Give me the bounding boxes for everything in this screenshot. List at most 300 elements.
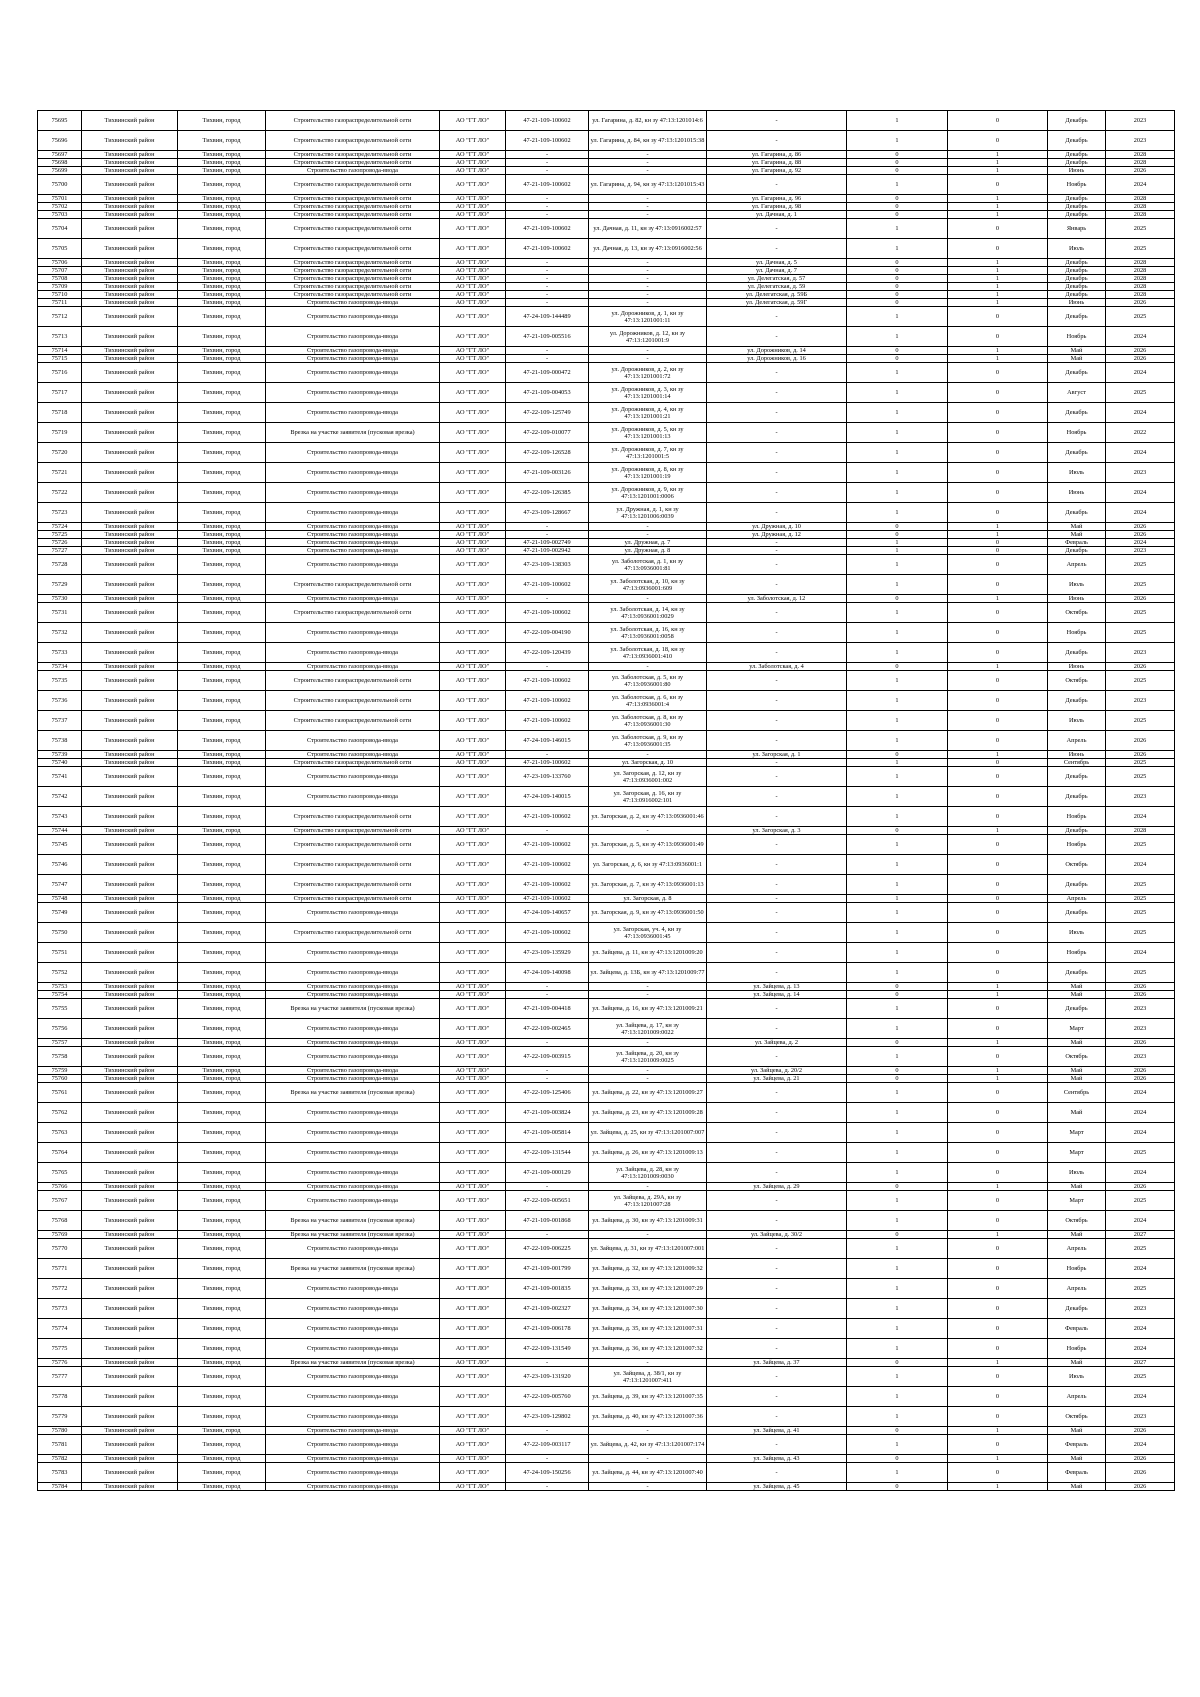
row-number: 75729 — [38, 575, 82, 595]
address-with-cadastral: ул. Зайцева, д. 31, кн зу 47:13:1201007:001 — [589, 1239, 707, 1259]
address: - — [707, 1019, 847, 1039]
contract-number: - — [506, 991, 589, 999]
row-number: 75778 — [38, 1387, 82, 1407]
settlement: Тихвин, город — [178, 603, 266, 623]
count-a: 1 — [847, 923, 948, 943]
address-with-cadastral: ул. Загорская, д. 9, кн зу 47:13:0936001:50 — [589, 903, 707, 923]
row-number: 75782 — [38, 1455, 82, 1463]
year: 2022 — [1106, 423, 1175, 443]
organization: АО "ГТ ЛО" — [440, 131, 506, 151]
address-with-cadastral: ул. Заболотская, д. 16, кн зу 47:13:0936001:0058 — [589, 623, 707, 643]
organization: АО "ГТ ЛО" — [440, 1183, 506, 1191]
month: Декабрь — [1048, 999, 1106, 1019]
month: Октябрь — [1048, 603, 1106, 623]
year: 2024 — [1106, 1387, 1175, 1407]
work-type: Строительство газопровода-ввода — [266, 903, 440, 923]
table-row — [38, 211, 1175, 219]
month: Декабрь — [1048, 963, 1106, 983]
address-with-cadastral: ул. Загорская, д. 10 — [589, 759, 707, 767]
settlement: Тихвин, город — [178, 1231, 266, 1239]
contract-number: 47-21-109-100602 — [506, 807, 589, 827]
year: 2025 — [1106, 923, 1175, 943]
district: Тихвинский район — [82, 787, 178, 807]
work-type: Строительство газораспределительной сети — [266, 267, 440, 275]
contract-number: 47-24-109-150256 — [506, 1463, 589, 1483]
address-with-cadastral: - — [589, 283, 707, 291]
organization: АО "ГТ ЛО" — [440, 835, 506, 855]
contract-number: 47-21-109-005516 — [506, 327, 589, 347]
year: 2026 — [1106, 595, 1175, 603]
month: Февраль — [1048, 539, 1106, 547]
address: - — [707, 1191, 847, 1211]
address: - — [707, 623, 847, 643]
row-number: 75749 — [38, 903, 82, 923]
settlement: Тихвин, город — [178, 1103, 266, 1123]
address-with-cadastral: - — [589, 159, 707, 167]
table-row — [38, 443, 1175, 463]
settlement: Тихвин, город — [178, 175, 266, 195]
settlement: Тихвин, город — [178, 1455, 266, 1463]
organization: АО "ГТ ЛО" — [440, 503, 506, 523]
count-a: 1 — [847, 1339, 948, 1359]
settlement: Тихвин, город — [178, 111, 266, 131]
work-type: Строительство газопровода-ввода — [266, 299, 440, 307]
work-type: Строительство газопровода-ввода — [266, 1463, 440, 1483]
year: 2025 — [1106, 671, 1175, 691]
row-number: 75701 — [38, 195, 82, 203]
settlement: Тихвин, город — [178, 895, 266, 903]
contract-number: 47-22-109-131549 — [506, 1339, 589, 1359]
row-number: 75784 — [38, 1483, 82, 1491]
settlement: Тихвин, город — [178, 1299, 266, 1319]
contract-number: 47-21-109-100602 — [506, 111, 589, 131]
row-number: 75718 — [38, 403, 82, 423]
year: 2027 — [1106, 1359, 1175, 1367]
address: ул. Гагарина, д. 98 — [707, 203, 847, 211]
address-with-cadastral: ул. Зайцева, д. 30, кн зу 47:13:1201009:31 — [589, 1211, 707, 1231]
table-row — [38, 603, 1175, 623]
year: 2025 — [1106, 1239, 1175, 1259]
address: - — [707, 1367, 847, 1387]
table-row — [38, 347, 1175, 355]
address: ул. Зайцева, д. 20/2 — [707, 1067, 847, 1075]
address: - — [707, 175, 847, 195]
organization: АО "ГТ ЛО" — [440, 347, 506, 355]
district: Тихвинский район — [82, 1047, 178, 1067]
year: 2028 — [1106, 203, 1175, 211]
contract-number: - — [506, 595, 589, 603]
settlement: Тихвин, город — [178, 443, 266, 463]
settlement: Тихвин, город — [178, 983, 266, 991]
table-row — [38, 283, 1175, 291]
count-a: 0 — [847, 663, 948, 671]
row-number: 75743 — [38, 807, 82, 827]
organization: АО "ГТ ЛО" — [440, 403, 506, 423]
count-a: 1 — [847, 999, 948, 1019]
organization: АО "ГТ ЛО" — [440, 767, 506, 787]
contract-number: - — [506, 1483, 589, 1491]
settlement: Тихвин, город — [178, 1463, 266, 1483]
row-number: 75722 — [38, 483, 82, 503]
row-number: 75744 — [38, 827, 82, 835]
address-with-cadastral: ул. Зайцева, д. 22, кн зу 47:13:1201009:27 — [589, 1083, 707, 1103]
district: Тихвинский район — [82, 1163, 178, 1183]
count-a: 1 — [847, 603, 948, 623]
organization: АО "ГТ ЛО" — [440, 711, 506, 731]
organization: АО "ГТ ЛО" — [440, 671, 506, 691]
organization: АО "ГТ ЛО" — [440, 443, 506, 463]
count-a: 1 — [847, 807, 948, 827]
district: Тихвинский район — [82, 895, 178, 903]
month: Май — [1048, 1039, 1106, 1047]
row-number: 75720 — [38, 443, 82, 463]
district: Тихвинский район — [82, 111, 178, 131]
settlement: Тихвин, город — [178, 1407, 266, 1427]
table-row — [38, 1339, 1175, 1359]
year: 2028 — [1106, 267, 1175, 275]
address: ул. Дружная, д. 12 — [707, 531, 847, 539]
table-row — [38, 923, 1175, 943]
district: Тихвинский район — [82, 403, 178, 423]
count-a: 0 — [847, 159, 948, 167]
count-b: 0 — [948, 1279, 1048, 1299]
month: Февраль — [1048, 1463, 1106, 1483]
table-row — [38, 1075, 1175, 1083]
contract-number: - — [506, 751, 589, 759]
district: Тихвинский район — [82, 443, 178, 463]
row-number: 75775 — [38, 1339, 82, 1359]
work-type: Строительство газораспределительной сети — [266, 211, 440, 219]
address: - — [707, 1279, 847, 1299]
district: Тихвинский район — [82, 547, 178, 555]
address: ул. Загорская, д. 3 — [707, 827, 847, 835]
row-number: 75734 — [38, 663, 82, 671]
count-b: 0 — [948, 1367, 1048, 1387]
contract-number: - — [506, 827, 589, 835]
contract-number: - — [506, 1039, 589, 1047]
work-type: Строительство газопровода-ввода — [266, 1067, 440, 1075]
work-type: Строительство газопровода-ввода — [266, 1143, 440, 1163]
work-type: Строительство газопровода-ввода — [266, 1299, 440, 1319]
work-type: Строительство газопровода-ввода — [266, 1123, 440, 1143]
count-a: 0 — [847, 751, 948, 759]
count-b: 1 — [948, 595, 1048, 603]
organization: АО "ГТ ЛО" — [440, 1239, 506, 1259]
organization: АО "ГТ ЛО" — [440, 1463, 506, 1483]
month: Январь — [1048, 219, 1106, 239]
district: Тихвинский район — [82, 1359, 178, 1367]
organization: АО "ГТ ЛО" — [440, 759, 506, 767]
address-with-cadastral: - — [589, 991, 707, 999]
row-number: 75736 — [38, 691, 82, 711]
year: 2024 — [1106, 539, 1175, 547]
contract-number: - — [506, 211, 589, 219]
count-b: 1 — [948, 203, 1048, 211]
count-b: 0 — [948, 855, 1048, 875]
organization: АО "ГТ ЛО" — [440, 875, 506, 895]
district: Тихвинский район — [82, 291, 178, 299]
month: Август — [1048, 383, 1106, 403]
contract-number: - — [506, 195, 589, 203]
organization: АО "ГТ ЛО" — [440, 1231, 506, 1239]
year: 2025 — [1106, 383, 1175, 403]
work-type: Строительство газопровода-ввода — [266, 1387, 440, 1407]
year: 2025 — [1106, 1143, 1175, 1163]
count-a: 1 — [847, 131, 948, 151]
address-with-cadastral: - — [589, 1231, 707, 1239]
count-a: 1 — [847, 1279, 948, 1299]
organization: АО "ГТ ЛО" — [440, 895, 506, 903]
count-b: 0 — [948, 539, 1048, 547]
year: 2024 — [1106, 443, 1175, 463]
district: Тихвинский район — [82, 943, 178, 963]
count-b: 0 — [948, 363, 1048, 383]
contract-number: 47-22-109-125406 — [506, 1083, 589, 1103]
district: Тихвинский район — [82, 299, 178, 307]
address: - — [707, 875, 847, 895]
row-number: 75699 — [38, 167, 82, 175]
work-type: Строительство газораспределительной сети — [266, 895, 440, 903]
count-a: 0 — [847, 195, 948, 203]
count-a: 0 — [847, 1075, 948, 1083]
count-a: 1 — [847, 1319, 948, 1339]
count-b: 0 — [948, 219, 1048, 239]
address-with-cadastral: ул. Дорожников, д. 12, кн зу 47:13:1201001:9 — [589, 327, 707, 347]
district: Тихвинский район — [82, 827, 178, 835]
year: 2026 — [1106, 1183, 1175, 1191]
contract-number: 47-23-109-133760 — [506, 767, 589, 787]
year: 2024 — [1106, 1211, 1175, 1231]
district: Тихвинский район — [82, 219, 178, 239]
organization: АО "ГТ ЛО" — [440, 1067, 506, 1075]
year: 2028 — [1106, 827, 1175, 835]
address-with-cadastral: ул. Дружная, д. 8 — [589, 547, 707, 555]
district: Тихвинский район — [82, 363, 178, 383]
address: - — [707, 131, 847, 151]
row-number: 75730 — [38, 595, 82, 603]
organization: АО "ГТ ЛО" — [440, 195, 506, 203]
count-b: 0 — [948, 1239, 1048, 1259]
settlement: Тихвин, город — [178, 219, 266, 239]
month: Май — [1048, 1231, 1106, 1239]
month: Ноябрь — [1048, 1339, 1106, 1359]
organization: АО "ГТ ЛО" — [440, 827, 506, 835]
row-number: 75762 — [38, 1103, 82, 1123]
month: Июнь — [1048, 167, 1106, 175]
month: Май — [1048, 1067, 1106, 1075]
address: ул. Дачная, д. 7 — [707, 267, 847, 275]
address-with-cadastral: ул. Загорская, д. 5, кн зу 47:13:0936001:49 — [589, 835, 707, 855]
settlement: Тихвин, город — [178, 299, 266, 307]
address: - — [707, 1407, 847, 1427]
table-row — [38, 855, 1175, 875]
address: ул. Зайцева, д. 14 — [707, 991, 847, 999]
settlement: Тихвин, город — [178, 283, 266, 291]
district: Тихвинский район — [82, 663, 178, 671]
month: Июль — [1048, 575, 1106, 595]
contract-number: - — [506, 1067, 589, 1075]
row-number: 75759 — [38, 1067, 82, 1075]
work-type: Строительство газопровода-ввода — [266, 547, 440, 555]
count-b: 0 — [948, 1387, 1048, 1407]
settlement: Тихвин, город — [178, 1483, 266, 1491]
work-type: Строительство газораспределительной сети — [266, 259, 440, 267]
settlement: Тихвин, город — [178, 643, 266, 663]
count-a: 1 — [847, 1407, 948, 1427]
settlement: Тихвин, город — [178, 623, 266, 643]
count-a: 1 — [847, 239, 948, 259]
row-number: 75717 — [38, 383, 82, 403]
year: 2024 — [1106, 403, 1175, 423]
count-a: 0 — [847, 1039, 948, 1047]
district: Тихвинский район — [82, 259, 178, 267]
contract-number: - — [506, 275, 589, 283]
settlement: Тихвин, город — [178, 327, 266, 347]
settlement: Тихвин, город — [178, 1279, 266, 1299]
count-a: 0 — [847, 203, 948, 211]
year: 2026 — [1106, 523, 1175, 531]
address: ул. Гагарина, д. 92 — [707, 167, 847, 175]
month: Сентябрь — [1048, 1083, 1106, 1103]
work-type: Строительство газопровода-ввода — [266, 463, 440, 483]
organization: АО "ГТ ЛО" — [440, 1103, 506, 1123]
organization: АО "ГТ ЛО" — [440, 983, 506, 991]
district: Тихвинский район — [82, 1319, 178, 1339]
address-with-cadastral: - — [589, 267, 707, 275]
month: Май — [1048, 1183, 1106, 1191]
month: Декабрь — [1048, 827, 1106, 835]
contract-number: 47-21-109-100602 — [506, 239, 589, 259]
address: ул. Зайцева, д. 37 — [707, 1359, 847, 1367]
district: Тихвинский район — [82, 131, 178, 151]
contract-number: 47-22-109-125749 — [506, 403, 589, 423]
address: - — [707, 383, 847, 403]
count-a: 0 — [847, 1455, 948, 1463]
count-b: 0 — [948, 963, 1048, 983]
month: Март — [1048, 1191, 1106, 1211]
work-type: Строительство газораспределительной сети — [266, 575, 440, 595]
address-with-cadastral: ул. Зайцева, д. 26, кн зу 47:13:1201009:13 — [589, 1143, 707, 1163]
address: - — [707, 503, 847, 523]
count-a: 1 — [847, 307, 948, 327]
table-row — [38, 1143, 1175, 1163]
address-with-cadastral: ул. Гагарина, д. 82, кн зу 47:13:1201014:6 — [589, 111, 707, 131]
year: 2024 — [1106, 1259, 1175, 1279]
work-type: Строительство газопровода-ввода — [266, 1239, 440, 1259]
count-b: 1 — [948, 663, 1048, 671]
table-row — [38, 731, 1175, 751]
year: 2026 — [1106, 731, 1175, 751]
row-number: 75755 — [38, 999, 82, 1019]
work-type: Строительство газораспределительной сети — [266, 759, 440, 767]
row-number: 75757 — [38, 1039, 82, 1047]
address-with-cadastral: - — [589, 211, 707, 219]
year: 2027 — [1106, 1231, 1175, 1239]
address-with-cadastral: ул. Зайцева, д. 36, кн зу 47:13:1201007:32 — [589, 1339, 707, 1359]
address: - — [707, 463, 847, 483]
year: 2025 — [1106, 623, 1175, 643]
work-type: Строительство газопровода-ввода — [266, 751, 440, 759]
month: Март — [1048, 1019, 1106, 1039]
table-row — [38, 943, 1175, 963]
contract-number: 47-22-109-126528 — [506, 443, 589, 463]
table-row — [38, 835, 1175, 855]
address-with-cadastral: ул. Зайцева, д. 39, кн зу 47:13:1201007:35 — [589, 1387, 707, 1407]
count-b: 1 — [948, 1359, 1048, 1367]
address: ул. Гагарина, д. 96 — [707, 195, 847, 203]
count-b: 1 — [948, 267, 1048, 275]
contract-number: - — [506, 1427, 589, 1435]
address-with-cadastral: - — [589, 347, 707, 355]
address: - — [707, 603, 847, 623]
district: Тихвинский район — [82, 1483, 178, 1491]
district: Тихвинский район — [82, 603, 178, 623]
organization: АО "ГТ ЛО" — [440, 1123, 506, 1143]
work-type: Строительство газопровода-ввода — [266, 963, 440, 983]
count-b: 0 — [948, 1319, 1048, 1339]
year: 2023 — [1106, 111, 1175, 131]
table-row — [38, 1019, 1175, 1039]
year: 2024 — [1106, 807, 1175, 827]
row-number: 75698 — [38, 159, 82, 167]
address: - — [707, 1047, 847, 1067]
settlement: Тихвин, город — [178, 1211, 266, 1231]
table-row — [38, 691, 1175, 711]
address: ул. Дачная, д. 5 — [707, 259, 847, 267]
year: 2026 — [1106, 983, 1175, 991]
row-number: 75709 — [38, 283, 82, 291]
count-a: 0 — [847, 275, 948, 283]
count-b: 0 — [948, 575, 1048, 595]
settlement: Тихвин, город — [178, 923, 266, 943]
month: Июнь — [1048, 595, 1106, 603]
organization: АО "ГТ ЛО" — [440, 523, 506, 531]
address-with-cadastral: ул. Зайцева, д. 32, кн зу 47:13:1201009:32 — [589, 1259, 707, 1279]
district: Тихвинский район — [82, 383, 178, 403]
address: - — [707, 835, 847, 855]
work-type: Строительство газораспределительной сети — [266, 203, 440, 211]
table-row — [38, 1359, 1175, 1367]
contract-number: 47-21-109-100602 — [506, 711, 589, 731]
address: ул. Зайцева, д. 41 — [707, 1427, 847, 1435]
row-number: 75735 — [38, 671, 82, 691]
contract-number: - — [506, 347, 589, 355]
row-number: 75742 — [38, 787, 82, 807]
district: Тихвинский район — [82, 983, 178, 991]
month: Май — [1048, 991, 1106, 999]
count-a: 1 — [847, 623, 948, 643]
settlement: Тихвин, город — [178, 203, 266, 211]
table-row — [38, 159, 1175, 167]
row-number: 75779 — [38, 1407, 82, 1427]
table-row — [38, 275, 1175, 283]
month: Май — [1048, 355, 1106, 363]
district: Тихвинский район — [82, 483, 178, 503]
settlement: Тихвин, город — [178, 1067, 266, 1075]
settlement: Тихвин, город — [178, 855, 266, 875]
month: Декабрь — [1048, 111, 1106, 131]
address: ул. Заболотская, д. 4 — [707, 663, 847, 671]
organization: АО "ГТ ЛО" — [440, 963, 506, 983]
contract-number: - — [506, 531, 589, 539]
count-b: 0 — [948, 555, 1048, 575]
address-with-cadastral: ул. Заболотская, д. 9, кн зу 47:13:0936001:35 — [589, 731, 707, 751]
count-a: 0 — [847, 267, 948, 275]
contract-number: 47-21-109-001835 — [506, 1279, 589, 1299]
year: 2028 — [1106, 211, 1175, 219]
year: 2024 — [1106, 327, 1175, 347]
row-number: 75774 — [38, 1319, 82, 1339]
